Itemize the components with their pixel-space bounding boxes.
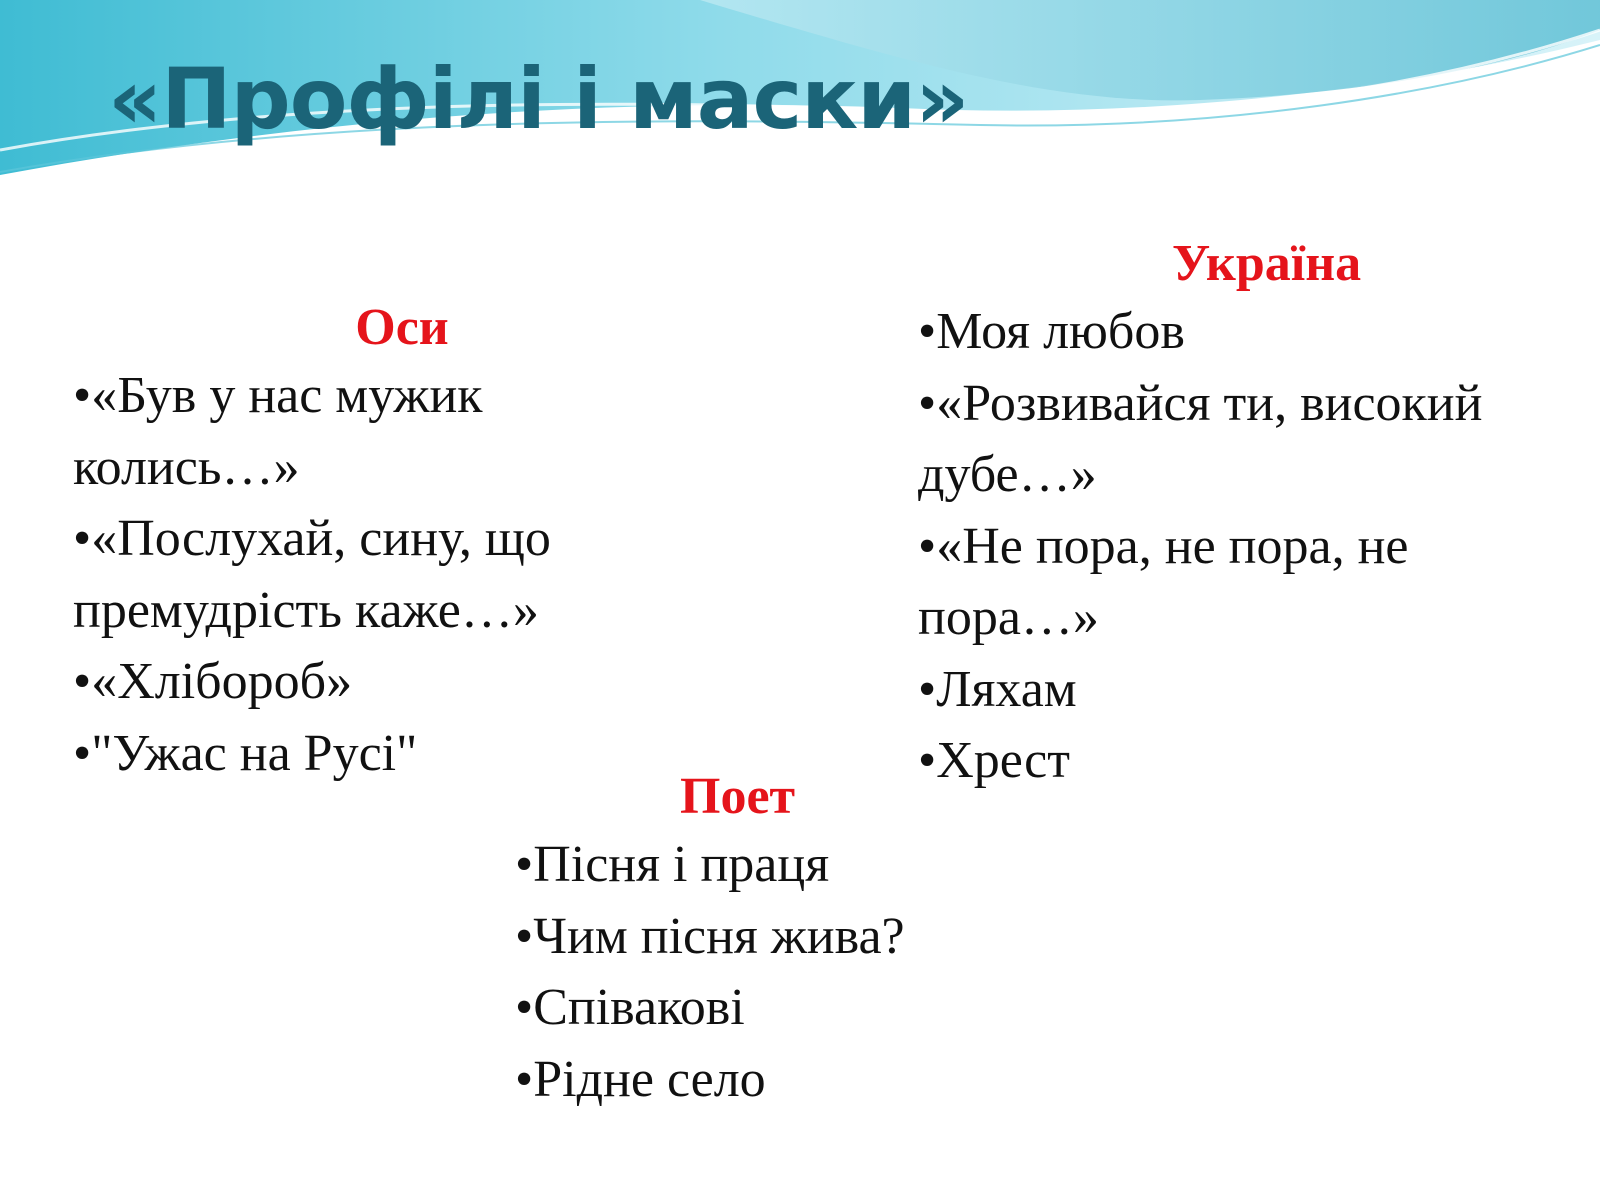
poet-heading: Поет <box>680 768 796 825</box>
osy-item: •«Хлібороб» <box>73 653 353 710</box>
ukraina-section <box>918 232 1590 797</box>
ukraina-item: •Ляхам <box>918 660 1077 718</box>
osy-section <box>73 296 673 789</box>
ukraina-item: •«Не пора, не пора, не пора…» <box>918 517 1409 646</box>
osy-item: •«Послухай, сину, що премудрість каже…» <box>73 510 551 639</box>
poet-item: •Співакові <box>515 979 745 1036</box>
osy-heading: Оси <box>355 299 449 356</box>
poet-section <box>515 765 1035 1115</box>
ukraina-item: •Хрест <box>918 732 1070 789</box>
poet-item: •Чим пісня жива? <box>515 907 905 965</box>
ukraina-item: •«Розвивайся ти, високий дубе…» <box>918 374 1483 503</box>
osy-item: •"Ужас на Русі" <box>73 724 418 782</box>
slide-title: «Профілі і маски» <box>108 50 969 148</box>
poet-item: •Рідне село <box>515 1050 766 1108</box>
ukraina-heading: Україна <box>1172 235 1362 292</box>
poet-item: •Пісня і праця <box>515 836 830 893</box>
ukraina-item: •Моя любов <box>918 303 1185 360</box>
osy-item: •«Був у нас мужик колись…» <box>73 367 483 496</box>
